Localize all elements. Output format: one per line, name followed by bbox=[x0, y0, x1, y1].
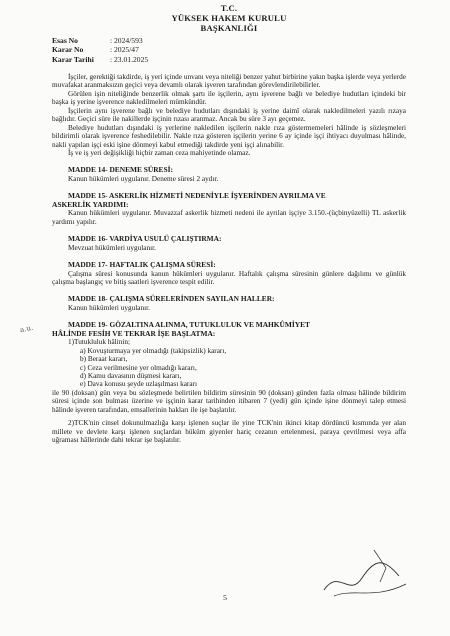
article-18-title: MADDE 18- ÇALIŞMA SÜRELERİNDEN SAYILAN HALLER: bbox=[68, 294, 275, 304]
list-item: a) Kovuşturmaya yer olmadığı (takipsizlik) kararı, bbox=[80, 346, 227, 355]
article-19-clause-1: 1)Tutukluluk hâlinin; bbox=[68, 338, 130, 347]
article-16-text: Mevzuat hükümleri uygulanır. bbox=[68, 243, 156, 252]
paragraph: İşçiler, gerektiği takdirde, iş yeri içinde unvanı veya niteliği benzer yahut birbirine yakın başka işlerde veya yerlerde muvafakat aranmaksızın geçici veya devamlı olarak işveren tarafından görevlendirilebilirler. bbox=[52, 72, 406, 90]
list-item: d) Kamu davasının düşmesi kararı, bbox=[80, 372, 182, 381]
article-14-text: Kanun hükümleri uygulanır. Deneme süresi 2 aydır. bbox=[68, 174, 219, 183]
document-header bbox=[52, 3, 406, 33]
list-item: c) Ceza verilmesine yer olmadığı kararı, bbox=[80, 363, 197, 372]
meta-value: : 2024/593 bbox=[110, 36, 143, 45]
article-19-text: ile 90 (doksan) gün veya bu sözleşmede belirtilen bildirim süresinin 90 (doksan) günden fazla olması hâlinde bildirim süresi içinde son bulması üzerine ve işçinin karar tarihinden itibaren 7 (yedi) gün içinde işine dönmeyi talep etmesi hâlinde işveren tarafından, emsallerinin hakları ile işe başlatılır. bbox=[52, 388, 406, 414]
article-14-title: MADDE 14- DENEME SÜRESİ: bbox=[68, 165, 173, 175]
header-office: BAŞKANLIĞI bbox=[200, 23, 258, 33]
meta-key: Karar No bbox=[52, 45, 84, 55]
meta-row bbox=[52, 36, 406, 45]
article-19-clause-2: 2)TCK'nin cinsel dokunulmazlığa karşı işlenen suçlar ile yine TCK'nin ikinci kitap dördüncü kısmında yer alan millete ve devlete karşı işlenen suçlardan hüküm giyenler hariç cezanın ertelenmesi, paraya çevrilmesi veya affa uğraması hâllerinde dahi tekrar işe başlatılır. bbox=[52, 419, 406, 445]
meta-key: Esas No bbox=[52, 36, 78, 45]
article-17-text: Çalışma süresi konusunda kanun hükümleri uygulanır. Haftalık çalışma süresinin günlere dağılımı ve günlük çalışma başlangıç ve bitiş saatleri işverence tespit edilir. bbox=[52, 269, 406, 286]
margin-initials: a.u. bbox=[19, 323, 34, 335]
meta-value: : 2025/47 bbox=[110, 45, 139, 55]
article-17-title: MADDE 17- HAFTALIK ÇALIŞMA SÜRESİ: bbox=[68, 260, 216, 270]
header-institution: YÜKSEK HAKEM KURULU bbox=[171, 13, 287, 23]
list-item: e) Dava konusu şeyde uzlaşılması kararı bbox=[80, 380, 197, 389]
meta-key: Karar Tarihi bbox=[52, 54, 94, 64]
page-number: 5 bbox=[223, 593, 227, 602]
article-16-title: MADDE 16- VARDİYA USULÜ ÇALIŞTIRMA: bbox=[68, 234, 222, 244]
article-18-text: Kanun hükümleri uygulanır. bbox=[68, 303, 150, 312]
article-15-text: Kanun hükümleri uygulanır. Muvazzaf askerlik hizmeti nedeni ile ayrılan işçiye 3.150.-(üçbinyüzelli) TL askerlik yardımı yapılır. bbox=[52, 209, 406, 226]
article-19-title-cont: HÂLİNDE FESİH VE TEKRAR İŞE BAŞLATMA: bbox=[52, 328, 216, 338]
document-body bbox=[52, 73, 406, 445]
meta-value: : 23.01.2025 bbox=[110, 54, 149, 64]
article-15-title-cont: ASKERLİK YARDIMI: bbox=[52, 199, 129, 209]
paragraph: İşçilerin aynı işverene bağlı ve belediye hudutları dışındaki iş yerine daimî olarak nakledilmeleri yazılı rızaya bağlıdır. Geçici süre ile nakillerde işçinin rızası aranmaz. Ancak bu süre 3 ayı geçemez. bbox=[52, 106, 406, 124]
article-15-title: MADDE 15- ASKERLİK HİZMETİ NEDENİYLE İŞYERİNDEN AYRILMA VE bbox=[68, 191, 326, 201]
meta-row bbox=[52, 55, 406, 64]
case-meta bbox=[52, 36, 406, 64]
paragraph: İş ve iş yeri değişikliği hiçbir zaman ceza mahiyetinde olamaz. bbox=[68, 148, 251, 157]
paragraph: Görülen işin niteliğinde benzerlik olmak şartı ile işçilerin, aynı işverene bağlı ve belediye hudutları içindeki bir başka iş yerine işverence nakledilmeleri mümkündür. bbox=[52, 89, 406, 107]
list-item: b) Beraat kararı, bbox=[80, 355, 128, 364]
article-19-title: MADDE 19- GÖZALTINA ALINMA, TUTUKLULUK VE MAHKÛMİYET bbox=[68, 320, 310, 330]
header-country: T.C. bbox=[220, 3, 238, 13]
meta-row bbox=[52, 45, 406, 54]
paragraph: Belediye hudutları dışındaki iş yerlerine nakledilen işçilerin nakle rıza göstermemeleri hâlinde iş sözleşmeleri bildirimli olarak işverence feshedilebilir. Nakle rıza gösteren işçilerin yerine 6 ay içinde işçi ihtiyacı duyulması hâlinde, nakli yapılan işçi eski işine dönmeyi kabul etmediği takdirde yeni işçi alınabilir. bbox=[52, 123, 406, 149]
